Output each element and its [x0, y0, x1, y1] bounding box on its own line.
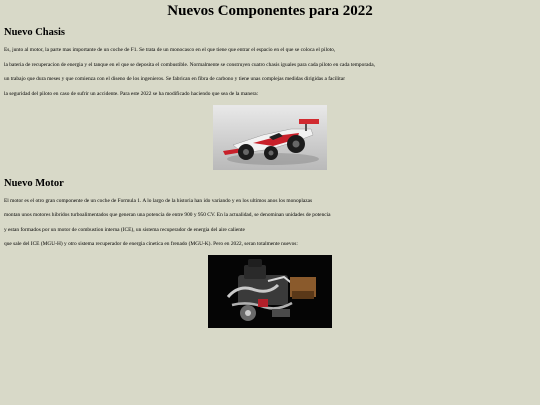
chasis-line-3: un trabajo que dura meses y que comienza con el diseno de los ingenieros. Se fabrican en fibra de carbono y tiene unas complejas medidas dirigidas a facilitar — [4, 76, 345, 82]
page-title: Nuevos Componentes para 2022 — [167, 3, 373, 19]
f1-car-icon — [213, 105, 327, 170]
f1-car-image — [213, 105, 327, 170]
f1-power-unit-image — [208, 255, 332, 328]
f1-power-unit-icon — [208, 255, 332, 328]
motor-line-4: que sale del ICE (MGU-H) y otro sistema recuperador de energia cinetica en frenado (MGU-K). Pero en 2022, seran totalmente nuevos: — [4, 241, 298, 247]
motor-line-3: y estan formados por un motor de combustion interna (ICE), un sistema recuperador de energia del aire caliente — [4, 227, 245, 233]
motor-heading: Nuevo Motor — [4, 178, 64, 189]
chasis-line-2: la bateria de recuperacion de energia y el tanque en el que se deposita el combustible. Normalmente se construyen cuatro chasis iguales para cada piloto en cada temporada, — [4, 62, 375, 68]
chasis-heading: Nuevo Chasis — [4, 27, 65, 38]
motor-line-1: El motor es el otro gran componente de un coche de Formula 1. A lo largo de la historia han ido variando y en los ultimos anos los monoplazas — [4, 198, 313, 204]
chasis-line-1: Es, junto al motor, la parte mas importante de un coche de F1. Se trata de un monocasco en el que tiene que entrar el espacio en el que se coloca el piloto, — [4, 47, 336, 53]
chasis-line-4: la seguridad del piloto en caso de sufrir un accidente. Para este 2022 se ha modificado haciendo que sea de la manera: — [4, 91, 259, 97]
motor-line-2: montan unos motores hibridos turboalimentados que generan una potencia de entre 900 y 950 CV. En la actualidad, se denominan unidades de potencia — [4, 212, 331, 218]
